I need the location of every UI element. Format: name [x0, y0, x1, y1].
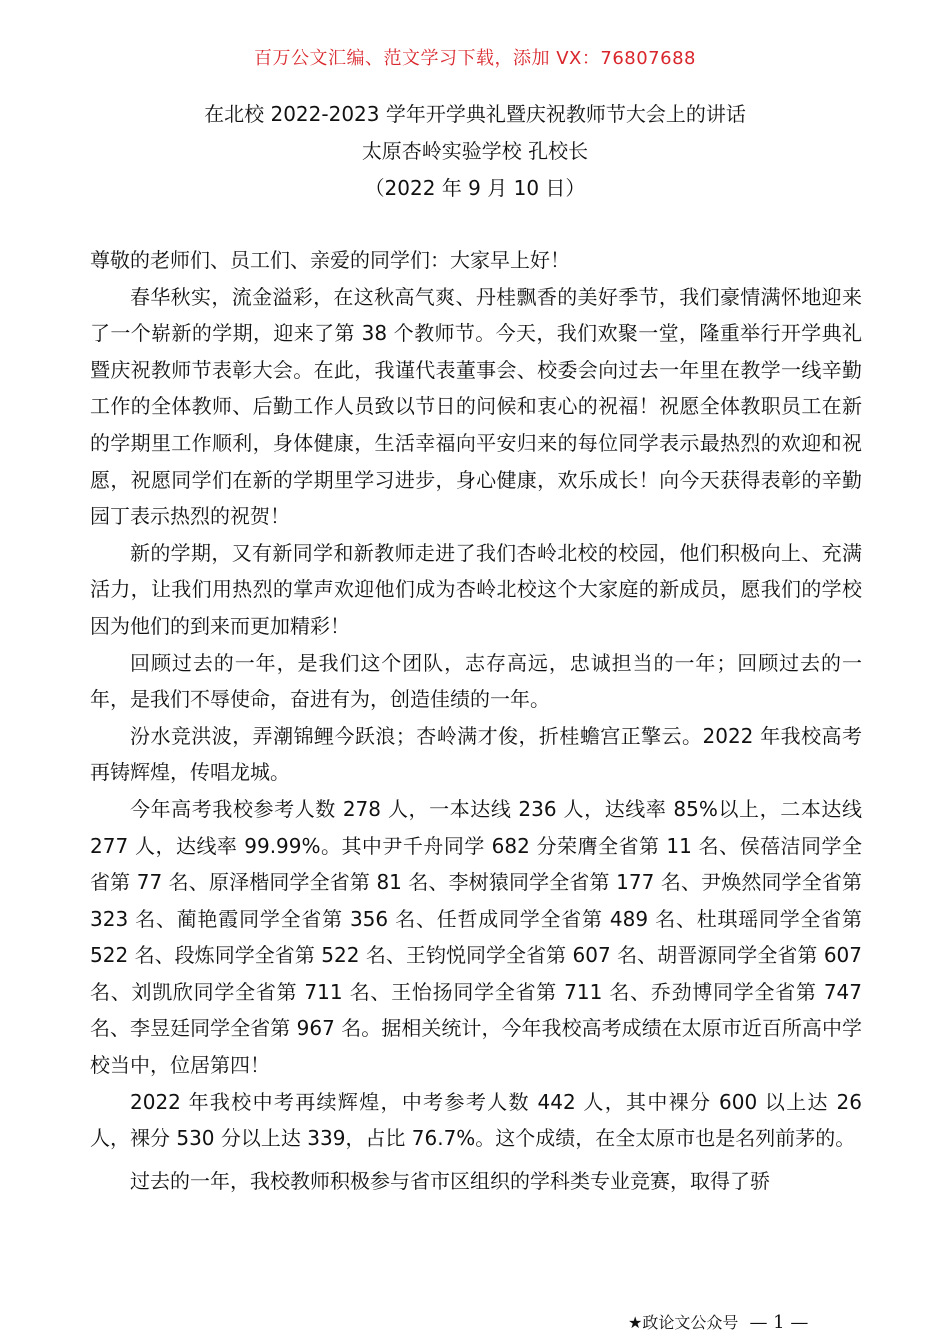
- footer-label: ★政论文公众号: [628, 1313, 739, 1332]
- download-banner: 百万公文汇编、范文学习下载，添加 VX：76807688: [254, 48, 696, 69]
- speech-title: 在北校 2022-2023 学年开学典礼暨庆祝教师节大会上的讲话: [204, 102, 746, 126]
- speech-body: [90, 242, 862, 1199]
- paragraph: 春华秋实，流金溢彩，在这秋高气爽、丹桂飘香的美好季节，我们豪情满怀地迎来了一个崭新的学期，迎来了第 38 个教师节。今天，我们欢聚一堂，隆重举行开学典礼暨庆祝教师节表彰大会。在此，我谨代表董事会、校委会向过去一年里在教学一线辛勤工作的全体教师、后勤工作人员致以节日的问候和衷心的祝福！祝愿全体教职员工在新的学期里工作顺利，身体健康，生活幸福向平安归来的每位同学表示最热烈的欢迎和祝愿，祝愿同学们在新的学期里学习进步，身心健康，欢乐成长！向今天获得表彰的辛勤园丁表示热烈的祝贺！: [90, 284, 862, 529]
- paragraph: 新的学期，又有新同学和新教师走进了我们杏岭北校的校园，他们积极向上、充满活力，让我们用热烈的掌声欢迎他们成为杏岭北校这个大家庭的新成员，愿我们的学校因为他们的到来而更加精彩！: [90, 540, 862, 638]
- page-footer: [628, 1310, 808, 1333]
- paragraph: 2022 年我校中考再续辉煌，中考参考人数 442 人，其中裸分 600 以上达 26 人，裸分 530 分以上达 339，占比 76.7%。这个成绩，在全太原市也是名列前茅的。: [90, 1089, 862, 1151]
- speech-date: （2022 年 9 月 10 日）: [364, 176, 586, 200]
- paragraph: 今年高考我校参考人数 278 人，一本达线 236 人，达线率 85%以上，二本达线 277 人，达线率 99.99%。其中尹千舟同学 682 分荣膺全省第 11 名、侯蓓洁同学全省第 77 名、原泽楷同学全省第 81 名、李树猿同学全省第 177 名、尹焕然同学全省第 323 名、蔺艳霞同学全省第 356 名、任哲成同学全省第 489 名、杜琪瑶同学全省第 522 名、段炼同学全省第 522 名、王钧悦同学全省第 607 名、胡晋源同学全省第 607 名、刘凯欣同学全省第 711 名、王怡扬同学全省第 711 名、乔劲博同学全省第 747 名、李昱廷同学全省第 967 名。据相关统计，今年我校高考成绩在太原市近百所高中学校当中，位居第四！: [90, 796, 862, 1078]
- salutation: 尊敬的老师们、员工们、亲爱的同学们：大家早上好！: [90, 248, 570, 272]
- title-block: [0, 96, 950, 207]
- paragraph: 回顾过去的一年，是我们这个团队，志存高远，忠诚担当的一年；回顾过去的一年，是我们不辱使命，奋进有为，创造佳绩的一年。: [90, 650, 862, 712]
- page-number: — 1 —: [749, 1312, 809, 1333]
- paragraph: 汾水竞洪波，弄潮锦鲤今跃浪；杏岭满才俊，折桂蟾宫正擎云。2022 年我校高考再铸辉煌，传唱龙城。: [90, 723, 862, 785]
- speech-author: 太原杏岭实验学校 孔校长: [361, 139, 589, 163]
- paragraph: 过去的一年，我校教师积极参与省市区组织的学科类专业竞赛，取得了骄: [130, 1168, 770, 1193]
